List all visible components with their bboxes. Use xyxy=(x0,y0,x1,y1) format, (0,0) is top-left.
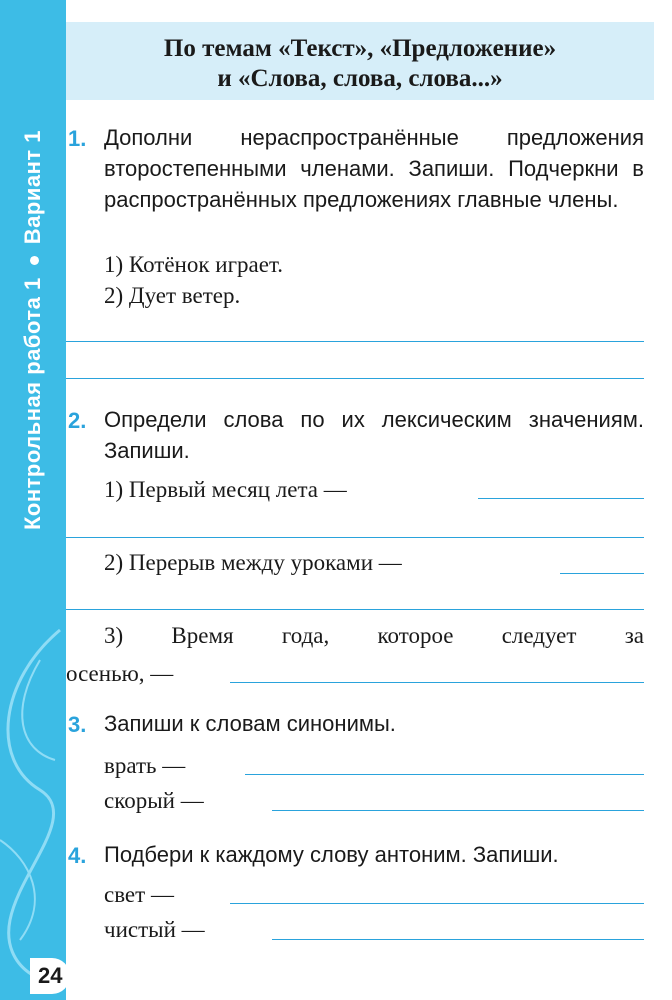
answer-line[interactable] xyxy=(272,810,644,811)
side-strip xyxy=(0,0,66,1000)
task-1-item-1: 1) Котёнок играет. xyxy=(104,252,284,277)
answer-line[interactable] xyxy=(560,573,644,574)
task-2-number: 2. xyxy=(68,408,87,433)
side-label-variant: Вариант 1 xyxy=(20,130,45,245)
page-title xyxy=(66,34,654,94)
decorative-swirl xyxy=(0,620,66,1000)
task-2-text: Определи слова по их лексическим значениям. Запиши. xyxy=(104,407,644,463)
header-box xyxy=(66,22,654,100)
task-3-number: 3. xyxy=(68,712,87,737)
answer-line[interactable] xyxy=(66,609,644,610)
answer-line[interactable] xyxy=(272,939,644,940)
task-4-number: 4. xyxy=(68,843,87,868)
bullet-icon xyxy=(30,256,39,265)
title-line-2: и «Слова, слова, слова...» xyxy=(217,65,503,92)
task-4-text: Подбери к каждому слову антоним. Запиши. xyxy=(104,842,559,867)
answer-line[interactable] xyxy=(245,774,644,775)
task-3-word-2: скорый — xyxy=(104,788,204,813)
task-4-word-1: свет — xyxy=(104,882,174,907)
title-line-1: По темам «Текст», «Предложение» xyxy=(163,35,557,62)
answer-line[interactable] xyxy=(230,903,644,904)
answer-line[interactable] xyxy=(478,498,644,499)
task-3-word-1: врать — xyxy=(104,753,186,778)
side-label xyxy=(20,130,46,530)
answer-line[interactable] xyxy=(66,537,644,538)
task-2-item-1: 1) Первый месяц лета — xyxy=(104,477,347,502)
answer-line[interactable] xyxy=(66,341,644,342)
task-1-text: Дополни нераспространённые предложения второстепенными членами. Запиши. Подчеркни в распространённых предложениях главные члены. xyxy=(104,125,644,212)
task-2-item-3-cont: осенью, — xyxy=(66,661,174,686)
task-2-item-3: 3) Время года, которое следует за xyxy=(104,623,644,648)
task-1-number: 1. xyxy=(68,126,87,151)
answer-line[interactable] xyxy=(230,682,644,683)
page-number: 24 xyxy=(38,963,63,988)
task-1-item-2: 2) Дует ветер. xyxy=(104,283,241,308)
page-number-badge xyxy=(30,958,70,994)
answer-line[interactable] xyxy=(66,378,644,379)
task-4-word-2: чистый — xyxy=(104,917,205,942)
task-2-item-2: 2) Перерыв между уроками — xyxy=(104,550,402,575)
task-3-text: Запиши к словам синонимы. xyxy=(104,711,396,736)
side-label-work: Контрольная работа 1 xyxy=(20,277,45,530)
